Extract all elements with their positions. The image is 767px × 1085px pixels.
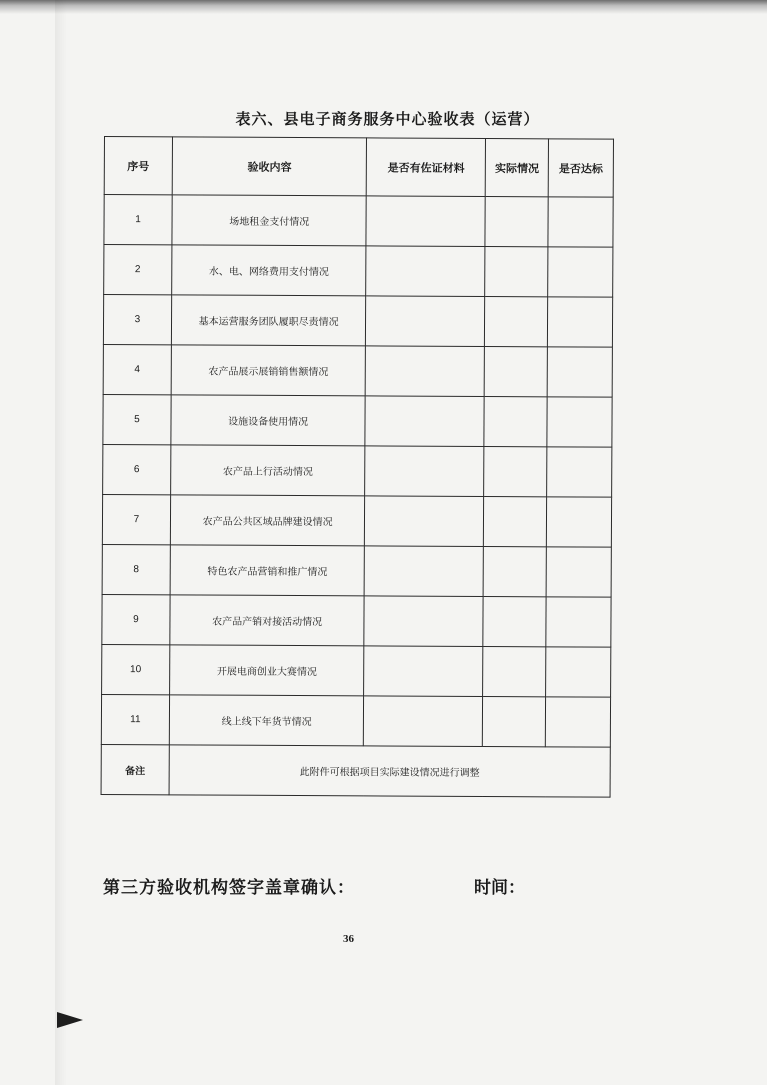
row-number: 11 — [101, 694, 169, 744]
standard-cell — [548, 247, 613, 297]
time-label: 时间： — [474, 878, 525, 898]
evidence-cell — [365, 496, 484, 547]
row-content: 农产品公共区域品牌建设情况 — [170, 495, 365, 546]
standard-cell — [547, 297, 612, 347]
row-content: 农产品上行活动情况 — [170, 445, 365, 496]
evidence-cell — [364, 596, 483, 647]
table-header-row — [104, 137, 613, 198]
table-row — [103, 295, 612, 348]
standard-cell — [546, 497, 611, 547]
evidence-cell — [366, 346, 485, 397]
row-content: 设施设备使用情况 — [171, 395, 366, 446]
table-row — [102, 494, 611, 547]
standard-cell — [546, 597, 611, 647]
standard-cell — [546, 547, 611, 597]
row-content: 水、电、网络费用支付情况 — [172, 245, 367, 296]
actual-cell — [484, 496, 547, 546]
row-number: 3 — [103, 295, 171, 345]
evidence-cell — [365, 546, 484, 597]
page-fold-shadow — [55, 0, 67, 1085]
actual-cell — [484, 446, 547, 496]
table-row — [104, 195, 613, 248]
header-seq: 序号 — [104, 137, 172, 195]
actual-cell — [483, 546, 546, 596]
evidence-cell — [366, 296, 485, 347]
table-row — [101, 694, 610, 747]
row-number: 9 — [102, 594, 170, 644]
actual-cell — [484, 396, 547, 446]
note-row — [101, 744, 610, 797]
actual-cell — [483, 696, 546, 746]
row-content: 场地租金支付情况 — [172, 195, 367, 246]
row-number: 10 — [102, 644, 170, 694]
table-row — [102, 644, 611, 697]
table-row — [103, 344, 612, 397]
acceptance-table — [101, 136, 614, 798]
actual-cell — [483, 596, 546, 646]
row-content: 基本运营服务团队履职尽责情况 — [171, 295, 366, 346]
row-number: 8 — [102, 544, 170, 594]
row-number: 1 — [104, 195, 172, 245]
table-row — [104, 245, 613, 298]
row-number: 6 — [103, 444, 171, 494]
standard-cell — [547, 347, 612, 397]
standard-cell — [548, 197, 613, 247]
actual-cell — [483, 646, 546, 696]
scan-edge-shadow — [0, 0, 767, 14]
header-content: 验收内容 — [172, 137, 367, 196]
row-content: 农产品展示展销销售额情况 — [171, 345, 366, 396]
actual-cell — [485, 196, 548, 246]
corner-mark — [57, 1012, 83, 1028]
evidence-cell — [364, 696, 483, 747]
signature-confirm-label: 第三方验收机构签字盖章确认： — [103, 878, 355, 898]
table-row — [102, 544, 611, 597]
table-row — [103, 444, 612, 497]
page-number: 36 — [343, 933, 354, 945]
row-content: 农产品产销对接活动情况 — [170, 595, 365, 646]
standard-cell — [547, 397, 612, 447]
table-title: 表六、县电子商务服务中心验收表（运营） — [235, 110, 540, 128]
standard-cell — [546, 647, 611, 697]
evidence-cell — [366, 246, 485, 297]
row-content: 特色农产品营销和推广情况 — [170, 545, 365, 596]
standard-cell — [545, 697, 610, 747]
row-number: 7 — [102, 494, 170, 544]
note-label: 备注 — [101, 744, 169, 794]
note-text: 此附件可根据项目实际建设情况进行调整 — [169, 745, 610, 797]
row-number: 4 — [103, 344, 171, 394]
header-evidence: 是否有佐证材料 — [367, 138, 486, 197]
row-number: 5 — [103, 394, 171, 444]
actual-cell — [485, 296, 548, 346]
row-content: 开展电商创业大赛情况 — [169, 645, 364, 696]
evidence-cell — [366, 196, 485, 247]
evidence-cell — [364, 646, 483, 697]
header-standard: 是否达标 — [548, 139, 613, 197]
actual-cell — [484, 346, 547, 396]
table-row — [103, 394, 612, 447]
table-row — [102, 594, 611, 647]
actual-cell — [485, 246, 548, 296]
evidence-cell — [365, 446, 484, 497]
row-content: 线上线下年货节情况 — [169, 695, 364, 746]
standard-cell — [547, 447, 612, 497]
evidence-cell — [365, 396, 484, 447]
row-number: 2 — [104, 245, 172, 295]
header-actual: 实际情况 — [485, 138, 548, 196]
